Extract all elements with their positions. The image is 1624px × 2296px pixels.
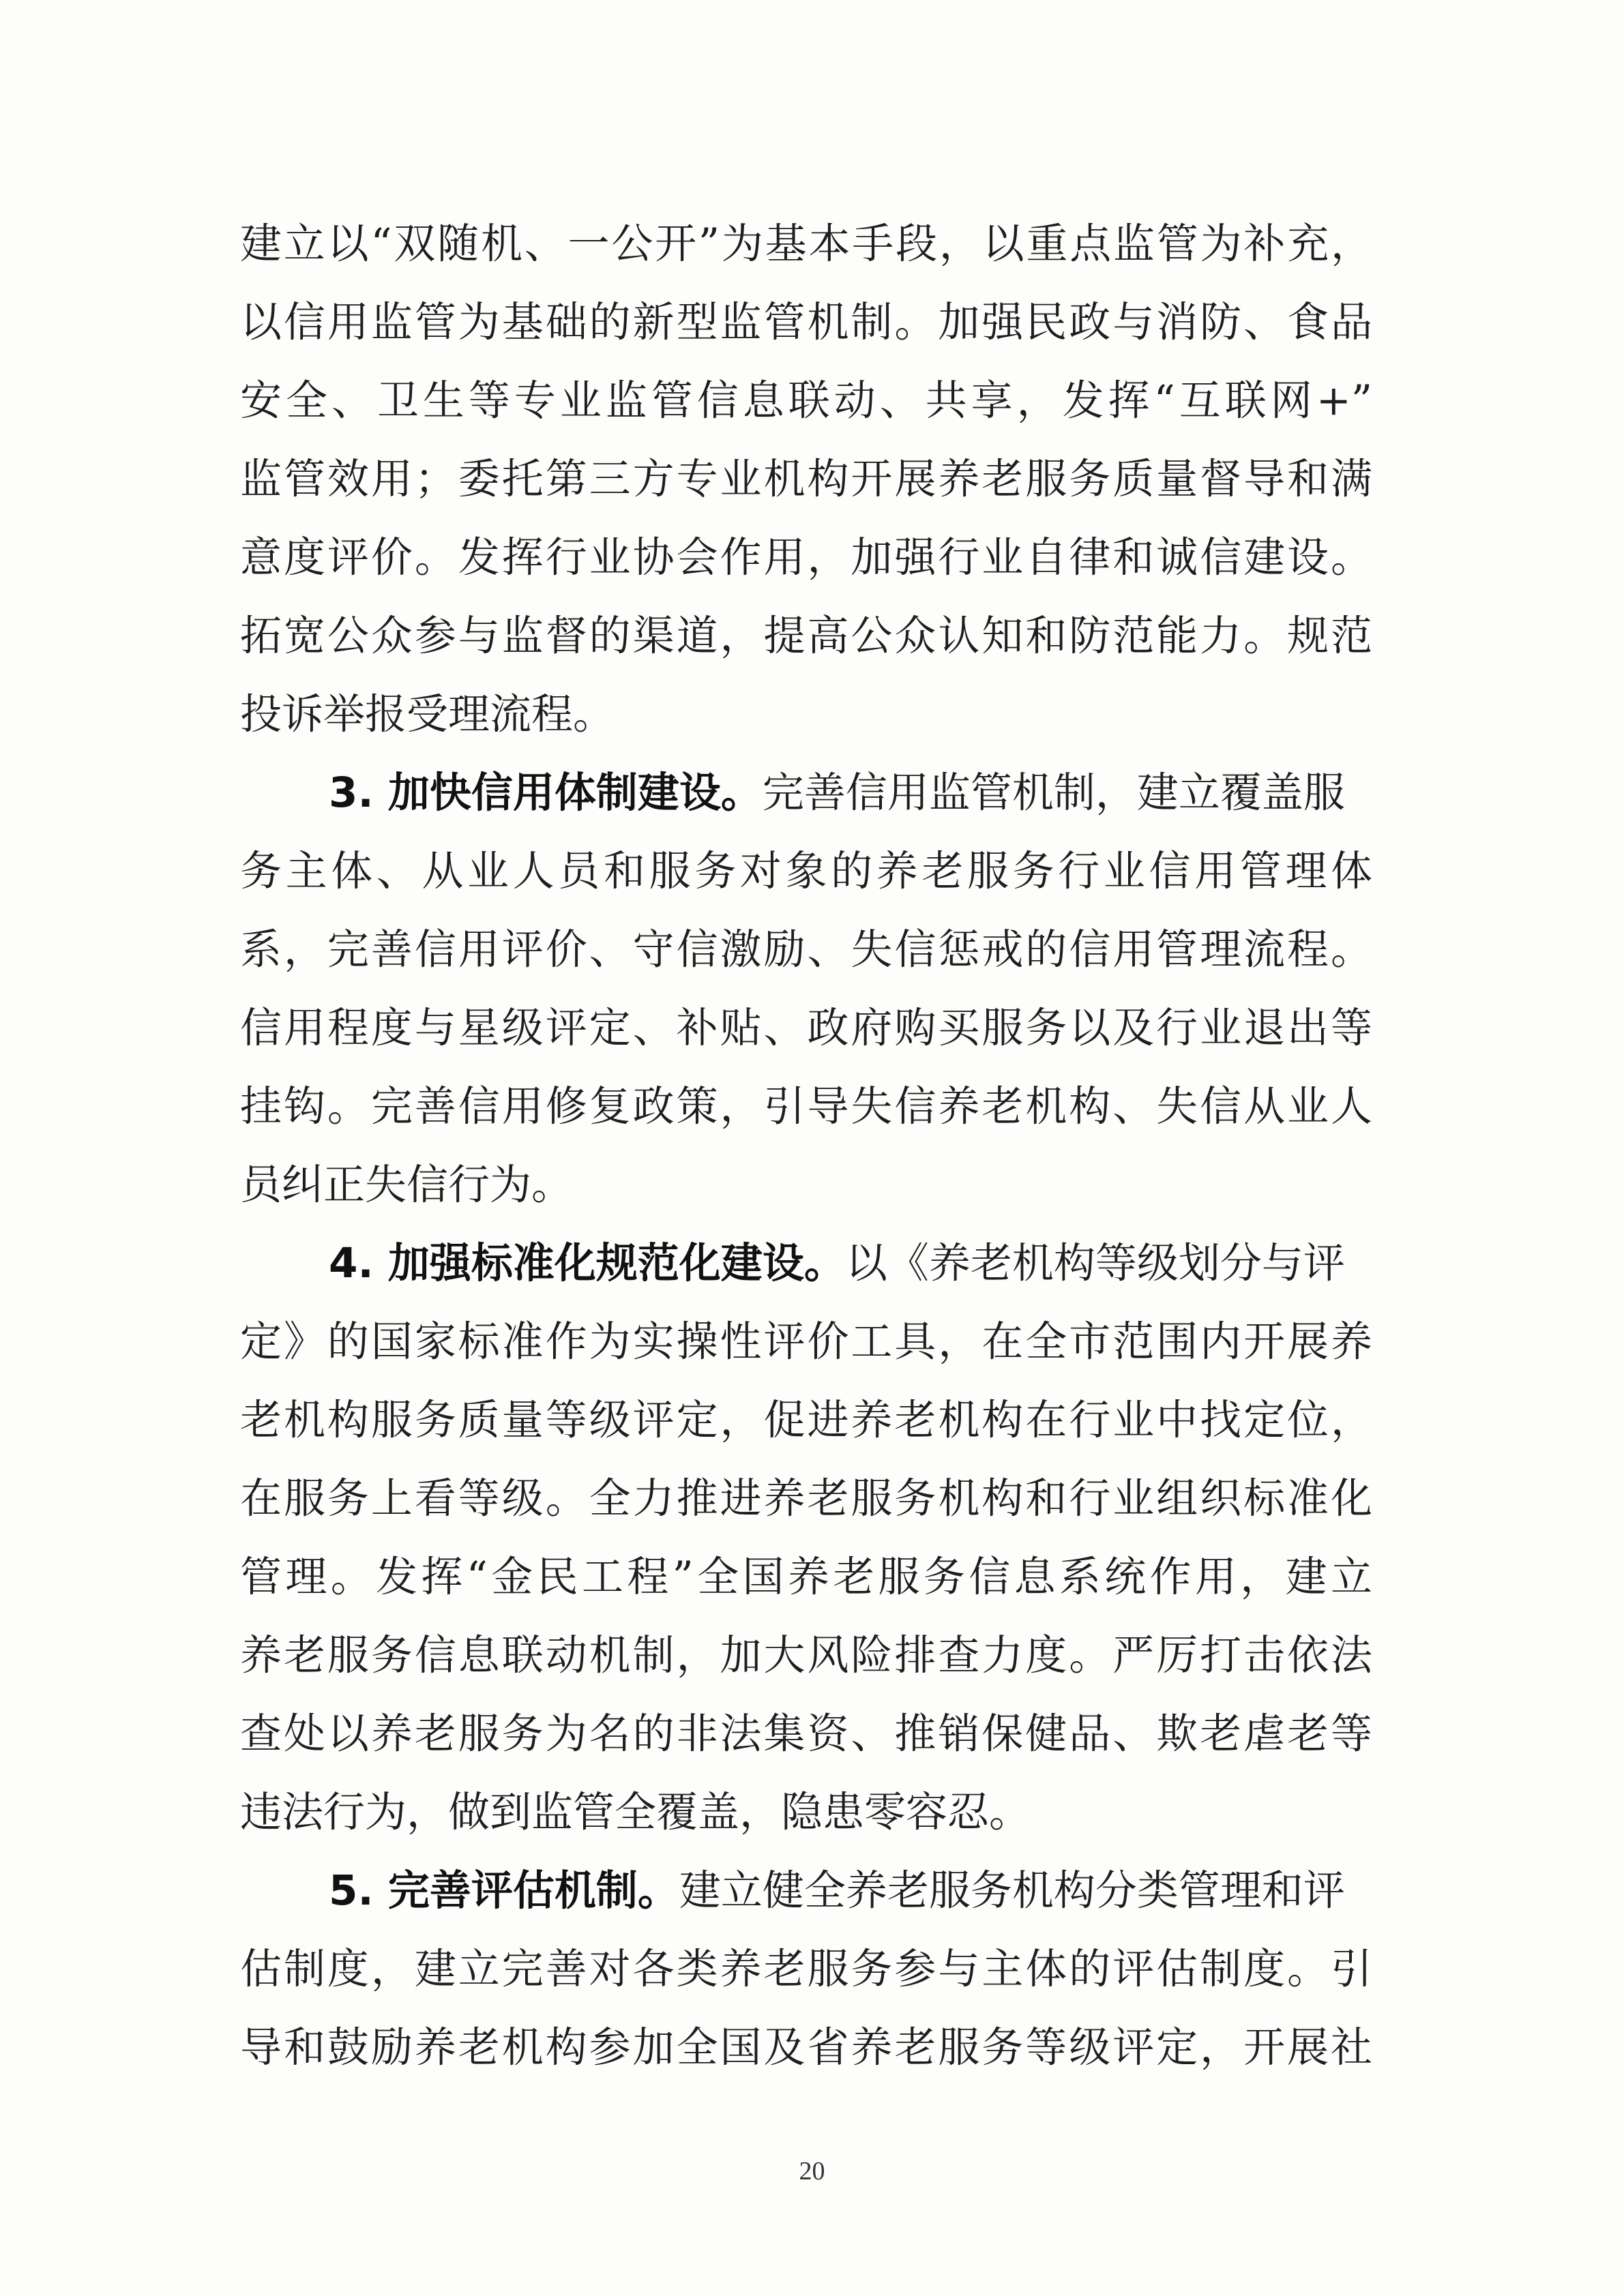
paragraph-line: 投诉举报受理流程。 xyxy=(240,690,615,739)
paragraph-line: 意度评价。发挥行业协会作用，加强行业自律和诚信建设。 xyxy=(240,533,1372,582)
section-3-first-line-text: 完善信用监管机制，建立覆盖服 xyxy=(762,769,1345,817)
paragraph-line: 定》的国家标准作为实操性评价工具，在全市范围内开展养 xyxy=(240,1317,1372,1366)
paragraph-line: 监管效用；委托第三方专业机构开展养老服务质量督导和满 xyxy=(240,455,1372,503)
paragraph-line: 老机构服务质量等级评定，促进养老机构在行业中找定位， xyxy=(240,1396,1372,1444)
section-4-first-line-text: 以《养老机构等级划分与评 xyxy=(845,1239,1345,1287)
paragraph-line: 导和鼓励养老机构参加全国及省养老服务等级评定，开展社 xyxy=(240,2023,1372,2072)
section-3-heading: 3. 加快信用体制建设。 xyxy=(329,769,763,817)
paragraph-line: 以信用监管为基础的新型监管机制。加强民政与消防、食品 xyxy=(240,298,1372,346)
paragraph-line: 估制度，建立完善对各类养老服务参与主体的评估制度。引 xyxy=(240,1945,1372,1993)
section-4-heading: 4. 加强标准化规范化建设。 xyxy=(329,1239,846,1287)
section-3-first-line xyxy=(240,754,1372,832)
paragraph-line: 管理。发挥“金民工程”全国养老服务信息系统作用，建立 xyxy=(240,1553,1372,1601)
paragraph-line: 安全、卫生等专业监管信息联动、共享，发挥“互联网+” xyxy=(240,376,1372,425)
section-5-first-line-text: 建立健全养老服务机构分类管理和评 xyxy=(679,1866,1345,1915)
paragraph-line: 拓宽公众参与监督的渠道，提高公众认知和防范能力。规范 xyxy=(240,612,1372,660)
paragraph-line: 信用程度与星级评定、补贴、政府购买服务以及行业退出等 xyxy=(240,1004,1372,1052)
paragraph-line: 员纠正失信行为。 xyxy=(240,1161,574,1209)
paragraph-line: 系，完善信用评价、守信激励、失信惩戒的信用管理流程。 xyxy=(240,925,1372,974)
paragraph-line: 建立以“双随机、一公开”为基本手段，以重点监管为补充， xyxy=(240,220,1372,268)
paragraph-line: 在服务上看等级。全力推进养老服务机构和行业组织标准化 xyxy=(240,1474,1372,1523)
section-4-first-line xyxy=(240,1224,1372,1302)
paragraph-line: 违法行为，做到监管全覆盖，隐患零容忍。 xyxy=(240,1788,1031,1836)
section-5-first-line xyxy=(240,1851,1372,1930)
page-number: 20 xyxy=(799,2157,825,2186)
paragraph-line: 查处以养老服务为名的非法集资、推销保健品、欺老虐老等 xyxy=(240,1710,1372,1758)
body-text xyxy=(240,205,1372,2087)
section-5-heading: 5. 完善评估机制。 xyxy=(329,1866,679,1915)
paragraph-line: 挂钩。完善信用修复政策，引导失信养老机构、失信从业人 xyxy=(240,1082,1372,1131)
paragraph-line: 务主体、从业人员和服务对象的养老服务行业信用管理体 xyxy=(240,847,1372,895)
paragraph-line: 养老服务信息联动机制，加大风险排查力度。严厉打击依法 xyxy=(240,1631,1372,1680)
